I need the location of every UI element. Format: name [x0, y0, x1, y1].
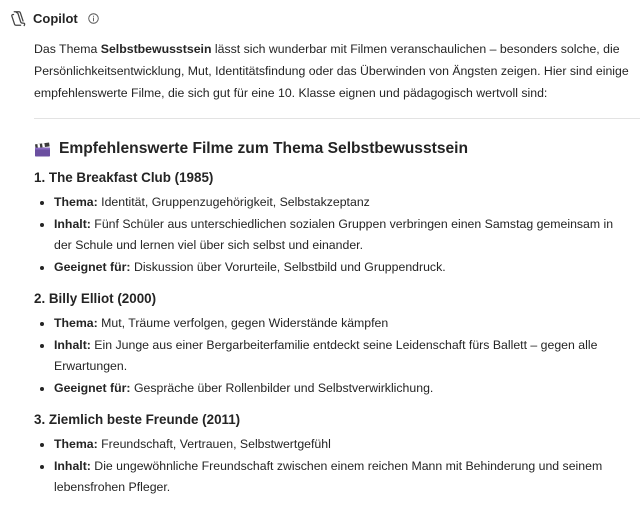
item-label: Thema: [54, 316, 98, 330]
item-text: Fünf Schüler aus unterschiedlichen sozialen Gruppen verbringen einen Samstag gemeinsam in der Schule und lernen viel über sich selbst und einander. [54, 216, 614, 252]
intro-text-end: lässt sich wunderbar mit Filmen veranschaulichen – besonders solche, die Persönlichkeitsentwicklung, Mut, Identitätsfindung oder das Überwinden von Ängsten zeigen. Hier sind einige empfehlenswerte Filme, die sich gut für eine 10. Klasse eignen und pädagogisch wertvoll sind: [34, 42, 629, 100]
item-text: Identität, Gruppenzugehörigkeit, Selbstakzeptanz [97, 195, 370, 209]
list-item [34, 378, 634, 400]
clapper-board-icon [34, 142, 51, 157]
film-block [34, 410, 634, 499]
item-label: Geeignet für: [54, 380, 131, 395]
header [10, 8, 99, 28]
item-text: Die ungewöhnliche Freundschaft zwischen einem reichen Mann mit Behinderung und seinem lebensfrohen Pfleger. [54, 458, 603, 494]
item-text: Mut, Träume verfolgen, gegen Widerstände kämpfen [97, 316, 389, 330]
info-icon[interactable] [88, 13, 99, 24]
item-label: Thema: [54, 437, 98, 451]
section-heading-text: Empfehlenswerte Filme zum Thema Selbstbewusstsein [59, 140, 469, 157]
item-text: Freundschaft, Vertrauen, Selbstwertgefühl [97, 437, 331, 451]
list-item [34, 257, 634, 279]
divider [34, 118, 640, 119]
message-content [34, 38, 634, 499]
list-item [34, 192, 634, 214]
item-label: Thema: [54, 195, 98, 209]
item-text: Ein Junge aus einer Bergarbeiterfamilie entdeckt seine Leidenschaft fürs Ballett – gegen alle Erwartungen. [54, 337, 598, 373]
film-details-list [34, 313, 634, 399]
copilot-logo-icon [10, 10, 27, 27]
film-block [34, 168, 634, 278]
item-label: Inhalt: [54, 337, 91, 352]
item-label: Inhalt: [54, 458, 91, 473]
intro-paragraph [34, 38, 634, 104]
item-text: Gespräche über Rollenbilder und Selbstverwirklichung. [130, 380, 434, 395]
list-item [34, 335, 634, 378]
intro-bold-term: Selbstbewusstsein [100, 42, 212, 56]
item-label: Inhalt: [54, 216, 91, 231]
item-text: Diskussion über Vorurteile, Selbstbild und Gruppendruck. [130, 259, 446, 274]
section-heading [34, 139, 634, 159]
intro-text-start: Das Thema [34, 42, 101, 56]
item-label: Geeignet für: [54, 259, 131, 274]
film-title: 2. Billy Elliot (2000) [34, 291, 157, 306]
app-title: Copilot [33, 10, 78, 26]
list-item [34, 456, 634, 499]
film-details-list [34, 434, 634, 499]
list-item [34, 434, 634, 456]
list-item [34, 214, 634, 257]
list-item [34, 313, 634, 335]
film-title: 3. Ziemlich beste Freunde (2011) [34, 412, 241, 427]
film-block [34, 289, 634, 399]
film-details-list [34, 192, 634, 278]
film-title: 1. The Breakfast Club (1985) [34, 170, 214, 185]
